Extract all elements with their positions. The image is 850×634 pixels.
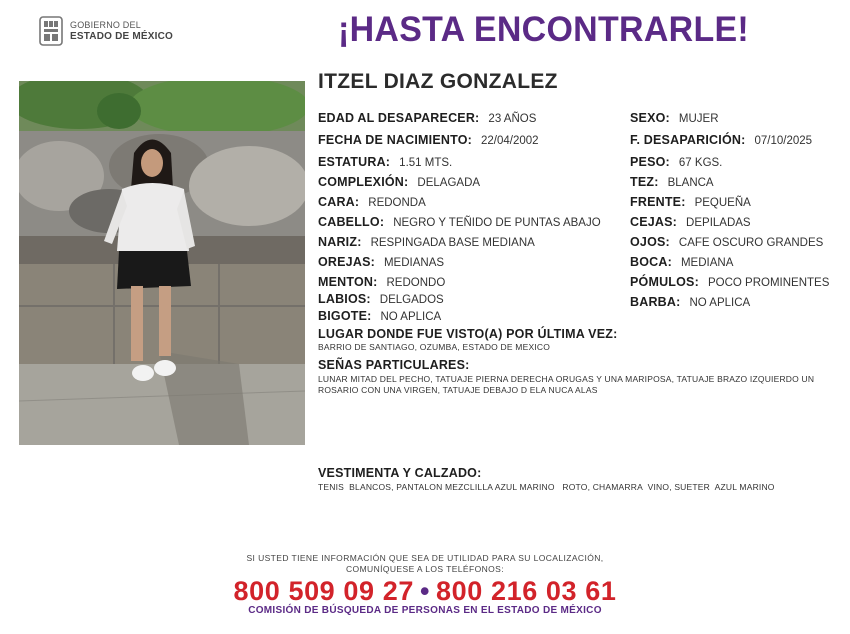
phone-2: 800 216 03 61 xyxy=(436,576,617,606)
field-disappearance-date: F. DESAPARICIÓN: 07/10/2025 xyxy=(630,133,813,147)
logo-line-1: GOBIERNO DEL xyxy=(70,20,141,30)
field-age: EDAD AL DESAPARECER: 23 AÑOS xyxy=(318,111,537,125)
field-complexion: TEZ: BLANCA xyxy=(630,175,714,189)
field-chin: MENTON: REDONDO xyxy=(318,275,446,289)
missing-person-photo xyxy=(19,81,305,445)
marks-label: SEÑAS PARTICULARES: xyxy=(318,358,470,372)
marks-line-2: ROSARIO CON UNA VIRGEN, TATUAJE DEBAJO D ELA NUCA ALAS xyxy=(318,385,598,395)
logo-line-2: ESTADO DE MÉXICO xyxy=(70,31,174,42)
phone-1: 800 509 09 27 xyxy=(233,576,414,606)
clothing-label: VESTIMENTA Y CALZADO: xyxy=(318,466,482,480)
field-ears: OREJAS: MEDIANAS xyxy=(318,255,445,269)
field-hair: CABELLO: NEGRO Y TEÑIDO DE PUNTAS ABAJO xyxy=(318,215,601,229)
government-logo xyxy=(38,14,173,48)
clothing-value: TENIS BLANCOS, PANTALON MEZCLILLA AZUL MARINO ROTO, CHAMARRA VINO, SUETER AZUL MARINO xyxy=(318,482,775,492)
field-build: COMPLEXIÓN: DELAGADA xyxy=(318,175,481,189)
field-beard: BARBA: NO APLICA xyxy=(630,295,751,309)
last-seen-label: LUGAR DONDE FUE VISTO(A) POR ÚLTIMA VEZ: xyxy=(318,327,618,341)
field-height: ESTATURA: 1.51 MTS. xyxy=(318,155,453,169)
field-birth-date: FECHA DE NACIMIENTO: 22/04/2002 xyxy=(318,133,539,147)
phone-numbers xyxy=(0,576,850,607)
phone-separator: • xyxy=(419,576,431,606)
marks-line-1: LUNAR MITAD DEL PECHO, TATUAJE PIERNA DERECHA ORUGAS Y UNA MARIPOSA, TATUAJE BRAZO IZQUIERDO UN xyxy=(318,374,815,384)
headline: ¡HASTA ENCONTRARLE! xyxy=(338,10,750,49)
state-seal-icon xyxy=(38,14,64,48)
field-mouth: BOCA: MEDIANA xyxy=(630,255,734,269)
field-nose: NARIZ: RESPINGADA BASE MEDIANA xyxy=(318,235,535,249)
field-eyebrows: CEJAS: DEPILADAS xyxy=(630,215,751,229)
field-weight: PESO: 67 KGS. xyxy=(630,155,723,169)
footer-commission: COMISIÓN DE BÚSQUEDA DE PERSONAS EN EL ESTADO DE MÉXICO xyxy=(248,605,602,616)
person-name: ITZEL DIAZ GONZALEZ xyxy=(318,70,558,93)
contact-line-1: SI USTED TIENE INFORMACIÓN QUE SEA DE UTILIDAD PARA SU LOCALIZACIÓN, xyxy=(246,553,604,563)
field-mustache: BIGOTE: NO APLICA xyxy=(318,309,442,323)
field-eyes: OJOS: CAFE OSCURO GRANDES xyxy=(630,235,824,249)
field-lips: LABIOS: DELGADOS xyxy=(318,292,444,306)
field-forehead: FRENTE: PEQUEÑA xyxy=(630,195,751,209)
field-sex: SEXO: MUJER xyxy=(630,111,719,125)
last-seen-value: BARRIO DE SANTIAGO, OZUMBA, ESTADO DE MEXICO xyxy=(318,342,551,352)
contact-line-2: COMUNÍQUESE A LOS TELÉFONOS: xyxy=(346,564,504,574)
field-face: CARA: REDONDA xyxy=(318,195,426,209)
field-cheekbones: PÓMULOS: POCO PROMINENTES xyxy=(630,275,830,289)
